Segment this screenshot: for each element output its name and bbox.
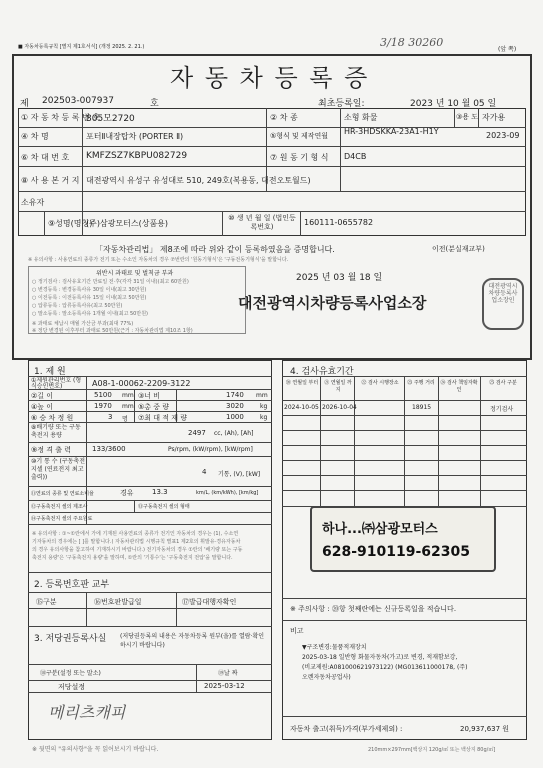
displacement-label: ⑧배기량 또는 구동축전지 용량 [31,424,81,439]
battery-shape-label: ⑬구동축전지 셀의 형태 [138,504,190,510]
proof-statement: 「자동차관리법」 제8조에 따라 위와 같이 등록하였음을 증명합니다. [95,245,335,254]
cylinders-value: 4 [202,468,207,476]
inspection-header-type: ㉕ 검사 구분 [489,380,517,386]
vin-label: ⑥ 차 대 번 호 [21,153,70,162]
displacement-unit: cc, (Ah), [Ah] [214,430,254,437]
remarks-label: 비고 [290,627,304,635]
cert-no-value: 202503-007937 [42,96,114,106]
mortgage-section-title: 3. 저당권등록사실 [34,634,107,644]
vehicle-type-label: ② 차 종 [270,113,298,122]
model-date: 2023-09 [486,131,520,140]
inspection-row-mileage: 18915 [412,404,432,411]
plate-col-issue-date: ⑯번호판발급일 [94,598,142,606]
inspection-header-from: ⑳ 연월일 부터 [285,380,319,386]
cylinders-unit: 기통, (V), [kW] [218,471,261,478]
cylinders-label: ⑩기 통 수 (구동축전지셀 (연료전지 최고출력)) [31,458,86,481]
penalty-line: ○ 정기검사 : 검사유효기간 만료일 전·후(각각 31일 이내)(최고 60만원) [32,279,189,285]
form-reference: ■ 자동차등록규칙 [별지 제1호서식] (개정 2025. 2. 21.) [18,44,145,50]
inspection-section-title: 4. 검사유효기간 [290,367,354,377]
seating-capacity-label: ⑥ 승 차 정 원 [31,414,74,422]
issue-date: 2025 년 03 월 18 일 [296,273,383,283]
inspection-header-to: ㉑ 연월일 까지 [324,380,352,393]
model-label: ⑤형식 및 제작연월 [270,132,329,140]
page-title: 자 동 차 등 록 증 [170,64,370,92]
fuel-unit: km/L, (km/kWh), [km/kg] [196,490,259,496]
penalty-line: ○ 변경등록 : 변경등록사유 30일 이내(최고 30만원) [32,287,147,293]
height-value: 1970 [94,402,112,410]
lost-reissue-label: 이전(분실재교부) [432,245,485,253]
owner-label: 소유자 [21,198,45,207]
acquisition-price-label: 자동차 출고(취득)가격(부가세제외) : [290,725,403,733]
mortgage-section-desc: (저당권등록의 내용은 자동차등록 원부(을)를 열람·확인하시기 바랍니다) [120,633,265,649]
specs-note: 의 경우 유의사항을 참고하여 기재하시기 바랍니다.) 전기자동차의 경우 ①란의 '배기량 또는 구동 [32,547,243,553]
vin-value: KMFZSZ7KBPU082729 [86,151,188,161]
battery-material-label: ⑭구동축전지 셀의 주요원료 [31,516,93,522]
specs-note: 기자동차의 경우에는 [ ]를 말합니다.( 자동차관리법 시행규칙 별표1 제2호의 휘발유·경유자동차 [32,539,241,545]
front-side-label: (앞 쪽) [498,46,517,53]
inspection-row-to: 2026-10-04 [322,404,357,411]
base-location-value: 대전광역시 유성구 유성대로 510, 249호(복용동, 대전오토월드) [86,176,311,185]
fuel-rate: 13.3 [152,488,168,496]
width-value: 1740 [226,391,244,399]
mortgage-col-date: ⑲날 짜 [218,670,238,677]
battery-maker-label: ⑫구동축전지 셀의 제조사 [31,504,88,510]
specs-note: 축전지 용량'은 '구동축전지 용량'을 말하며, ①란의 '기통수'는 '구동축전지 전압'을 말합니다. [32,555,233,561]
rated-power-value: 133/3600 [92,445,126,453]
seating-capacity-value: 3 [108,413,113,421]
max-load-label: ⑦최 대 적 재 량 [138,414,187,422]
model-value: HR-3HDSKKA-23A1-H1Y [344,127,439,136]
fuel-label: ⑪연료의 종류 및 연료소비율 [31,491,94,497]
stamp-line-account: 628-910119-62305 [322,544,470,560]
usage-label: ③용 도 [456,113,479,121]
penalty-line: ○ 이전등록 : 이전등록사유 15일 이내(최고 50만원) [32,295,147,301]
inspection-header-mileage: ㉓ 주행 거리 [407,380,435,386]
gross-weight-value: 3020 [226,402,244,410]
mortgage-signature: 메리츠캐피 [48,703,126,722]
inspection-row-from: 2024-10-05 [284,404,319,411]
mortgage-row-type: 저당설정 [58,683,86,691]
owner-name-value: (주)삼광모터스(상품용) [86,219,169,228]
plate-col-agent-check: ⑰발급대행자확인 [182,598,237,606]
penalty-foot: ※ 과태료 체납시 매월 가산금 부과(최대 77%) [32,321,134,327]
caution-note: ※ 유의사항 : 사용연료의 종류가 전기 또는 수소인 자동차의 경우 ⑦번란의 '원동기형식'은 '구동전동기형식'을 말합니다. [28,257,289,263]
specs-note: ※ 유의사항 : ①~①란에서 가에 기재된 사용연료의 종류가 전기인 자동차의 경우는 (1), 수소연 [32,531,239,537]
account-stamp [310,506,496,572]
registration-number-value: 805모2720 [86,114,135,124]
spec-management-no-label: ①제원관리번호 (형식승인번호) [31,377,82,390]
remarks-line: 2025-03-18 일반형 화물자동차(가고)로 변경, 적재함보강, [302,654,458,661]
owner-name-label: ⑨성명(명칭) [48,219,93,228]
gross-weight-label: ⑤총 중 량 [138,403,170,411]
width-label: ③너 비 [138,392,161,400]
acquisition-price-value: 20,937,637 원 [460,725,510,733]
remarks-line: ▼구조변경:물품적재장치 [302,644,367,651]
vehicle-type-value: 소형 화물 [344,113,378,122]
penalty-line: ○ 말소등록 : 말소등록사유 1개월 이내(최고 50만원) [32,311,148,317]
first-registration-date: 2023 년 10 월 05 일 [410,99,497,109]
usage-value: 자가용 [482,113,506,122]
inspection-header-place: ㉒ 검사 시행장소 [361,380,399,386]
seal-text: 대전광역시 차량등록사업소장인 [488,283,518,304]
plate-section-title: 2. 등록번호판 교부 [34,580,110,590]
fuel-type: 경유 [120,489,134,497]
cert-no-label: 제 [20,99,29,109]
cert-no-suffix: 호 [150,99,159,109]
handwritten-note: 3/18 30260 [380,36,444,49]
base-location-label: ⑧ 사 용 본 거 지 [21,176,80,185]
rated-power-label: ⑨정 격 출 력 [31,446,71,454]
mortgage-col-type: ⑱구분(설정 또는 말소) [40,670,101,677]
paper-spec: 210mm×297mm[백상지 120g/㎡ 또는 백상지 80g/㎡] [368,747,496,753]
registration-number-label: ① 자 동 차 등 록 번 호 [21,113,101,122]
official-seal [482,278,524,330]
first-registration-label: 최초등록일: [318,99,365,109]
length-label: ②길 이 [31,392,54,400]
owner-id-value: 160111-0655782 [304,218,374,227]
mortgage-row-date: 2025-03-12 [204,682,245,690]
vehicle-name-value: 포터Ⅱ내장탑차 (PORTER Ⅱ) [86,132,184,141]
inspection-header-inspector: ㉔ 검사 책임자확인 [440,380,478,393]
specs-section-title: 1. 제 원 [34,367,66,377]
owner-id-label: ⑩ 생 년 월 일 (법인등록번호) [228,214,296,231]
inspection-footnote: ※ 주의사항 : ⑳항 첫째란에는 신규등록일을 적습니다. [290,605,457,613]
vehicle-name-label: ④ 차 명 [21,132,49,141]
back-side-note: ※ 뒷면의 "유의사항"을 꼭 읽어보시기 바랍니다. [32,746,159,753]
max-load-value: 1000 [226,413,244,421]
rated-power-unit: Ps/rpm, (kW/rpm), [kW/rpm] [168,446,253,453]
remarks-line: (비교제원:A081000621973122) (MG013611000178, (주) [302,664,468,671]
length-value: 5100 [94,391,112,399]
stamp-line-bank: 하나...㈜삼광모터스 [322,522,438,537]
issuer-name: 대전광역시차량등록사업소장 [238,294,427,312]
spec-management-no-value: A08-1-00062-2209-3122 [92,379,191,388]
engine-type-label: ⑦ 원 동 기 형 식 [270,153,329,162]
penalty-line: ○ 압류등록 : 압류등록사유(최고 50만원) [32,303,123,309]
displacement-value: 2497 [188,429,206,437]
remarks-line: 오렌자동차공업사) [302,674,351,681]
engine-type-value: D4CB [344,152,367,161]
plate-col-type: ⑮구분 [36,598,57,606]
penalty-title: 위반시 과태료 및 벌칙금 부과 [96,270,174,277]
height-label: ④높 이 [31,403,54,411]
inspection-row-type: 정기검사 [490,406,514,413]
penalty-foot: ※ 정당 변경된 이후부터 과태료 50만원(근거 : 자동차관리법 제10조 1항) [32,328,193,334]
page: ■ 자동차등록규칙 [별지 제1호서식] (개정 2025. 2. 21.) 3/18 30260 (앞 쪽) 자 동 차 등 록 증 제 202503-007937 호 최초등록일: 2023 년 10 월 05 일 ① 자 동 차 등 록 번 호 805모2720 ② 차 종 소형 화물 ③용 도 자가용 ④ 차 명 포터Ⅱ내장탑차 (PORTER Ⅱ) ⑤형식 및 제작연월 HR-3HDSKKA-23A1-H1Y 2023-09 ⑥ 차 대 번 호 KMFZSZ7KBPU082729 ⑦ 원 동 기 형 식 D4CB ⑧ 사 용 본 거 지 대전광역시 유성구 유성대로 510, 249호(복용동, 대전오토월드) 소유자 ⑨성명(명칭) (주)삼광모터스(상품용) ⑩ 생 년 월 일 (법인등록번호) 160111-0655782 「자동차관리법」 제8조에 따라 위와 같이 등록하였음을 증명합니다. 이전(분실재교부) ※ 유의사항 : 사용연료의 종류가 전기 또는 수소인 자동차의 경우 ⑦번란의 '원동기형식'은 '구동전동기형식'을 말합니다. 위반시 과태료 및 벌칙금 부과 ○ 정기검사 : 검사유효기간 만료일 전·후(각각 31일 이내)(최고 60만원) ○ 변경등록 : 변경등록사유 30일 이내(최고 30만원) ○ 이전등록 : 이전등록사유 15일 이내(최고 50만원) ○ 압류등록 : 압류등록사유(최고 50만원) ○ 말소등록 : 말소등록사유 1개월 이내(최고 50만원) ※ 과태료 체납시 매월 가산금 부과(최대 77%) ※ 정당 변경된 이후부터 과태료 50만원(근거 : 자동차관리법 제10조 1항) 2025 년 03 월 18 일 대전광역시차량등록사업소장 대전광역시 차량등록사업소장인 1. 제 원 ①제원관리번호 (형식승인번호) A08-1-00062-2209-3122 ②길 이 5100 mm ③너 비 1740 mm ④높 이 1970 mm ⑤총 중 량 3020 kg ⑥ 승 차 정 원 3 명 ⑦최 대 적 재 량 1000 kg ⑧배기량 또는 구동축전지 용량 2497 cc, (Ah), [Ah] ⑨정 격 출 력 133/3600 Ps/rpm, (kW/rpm), [kW/rpm] ⑩기 통 수 (구동축전지셀 (연료전지 최고출력)) 4 기통, (V), [kW] ⑪연료의 종류 및 연료소비율 경유 13.3 km/L, (km/kWh), [km/kg] ⑫구동축전지 셀의 제조사 ⑬구동축전지 셀의 형태 ⑭구동축전지 셀의 주요원료 ※ 유의사항 : ①~①란에서 가에 기재된 사용연료의 종류가 전기인 자동차의 경우는 (1), 수소연 기자동차의 경우에는 [ ]를 말합니다.( 자동차관리법 시행규칙 별표1 제2호의 휘발유·경유자동차 의 경우 유의사항을 참고하여 기재하시기 바랍니다.) 전기자동차의 경우 ①란의 '배기량 또는 구동 축전지 용량'은 '구동축전지 용량'을 말하며, ①란의 '기통수'는 '구동축전지 전압'을 말합니다. 2. 등록번호판 교부 ⑮구분 ⑯번호판발급일 ⑰발급대행자확인 3. 저당권등록사실 (저당권등록의 내용은 자동차등록 원부(을)를 열람·확인하시기 바랍니다) ⑱구분(설정 또는 말소) ⑲날 짜 저당설정 2025-03-12 메리츠캐피 ※ 뒷면의 "유의사항"을 꼭 읽어보시기 바랍니다. 4. 검사유효기간 ⑳ 연월일 부터 ㉑ 연월일 까지 ㉒ 검사 시행장소 ㉓ 주행 거리 ㉔ 검사 책임자확인 ㉕ 검사 구분 2024-10-05 2026-10-04 18915 정기검사 하나...㈜삼광모터스 628-910119-62305 ※ 주의사항 : ⑳항 첫째란에는 신규등록일을 적습니다. 비고 ▼구조변경:물품적재장치 2025-03-18 일반형 화물자동차(가고)로 변경, 적재함보강, (비교제원:A081000621973122) (MG013611000178, (주) 오렌자동차공업사) 자동차 출고(취득)가격(부가세제외) : 20,937,637 원 210mm×297mm[백상지 120g/㎡ 또는 백상지 80g/㎡] [0,0,543,768]
